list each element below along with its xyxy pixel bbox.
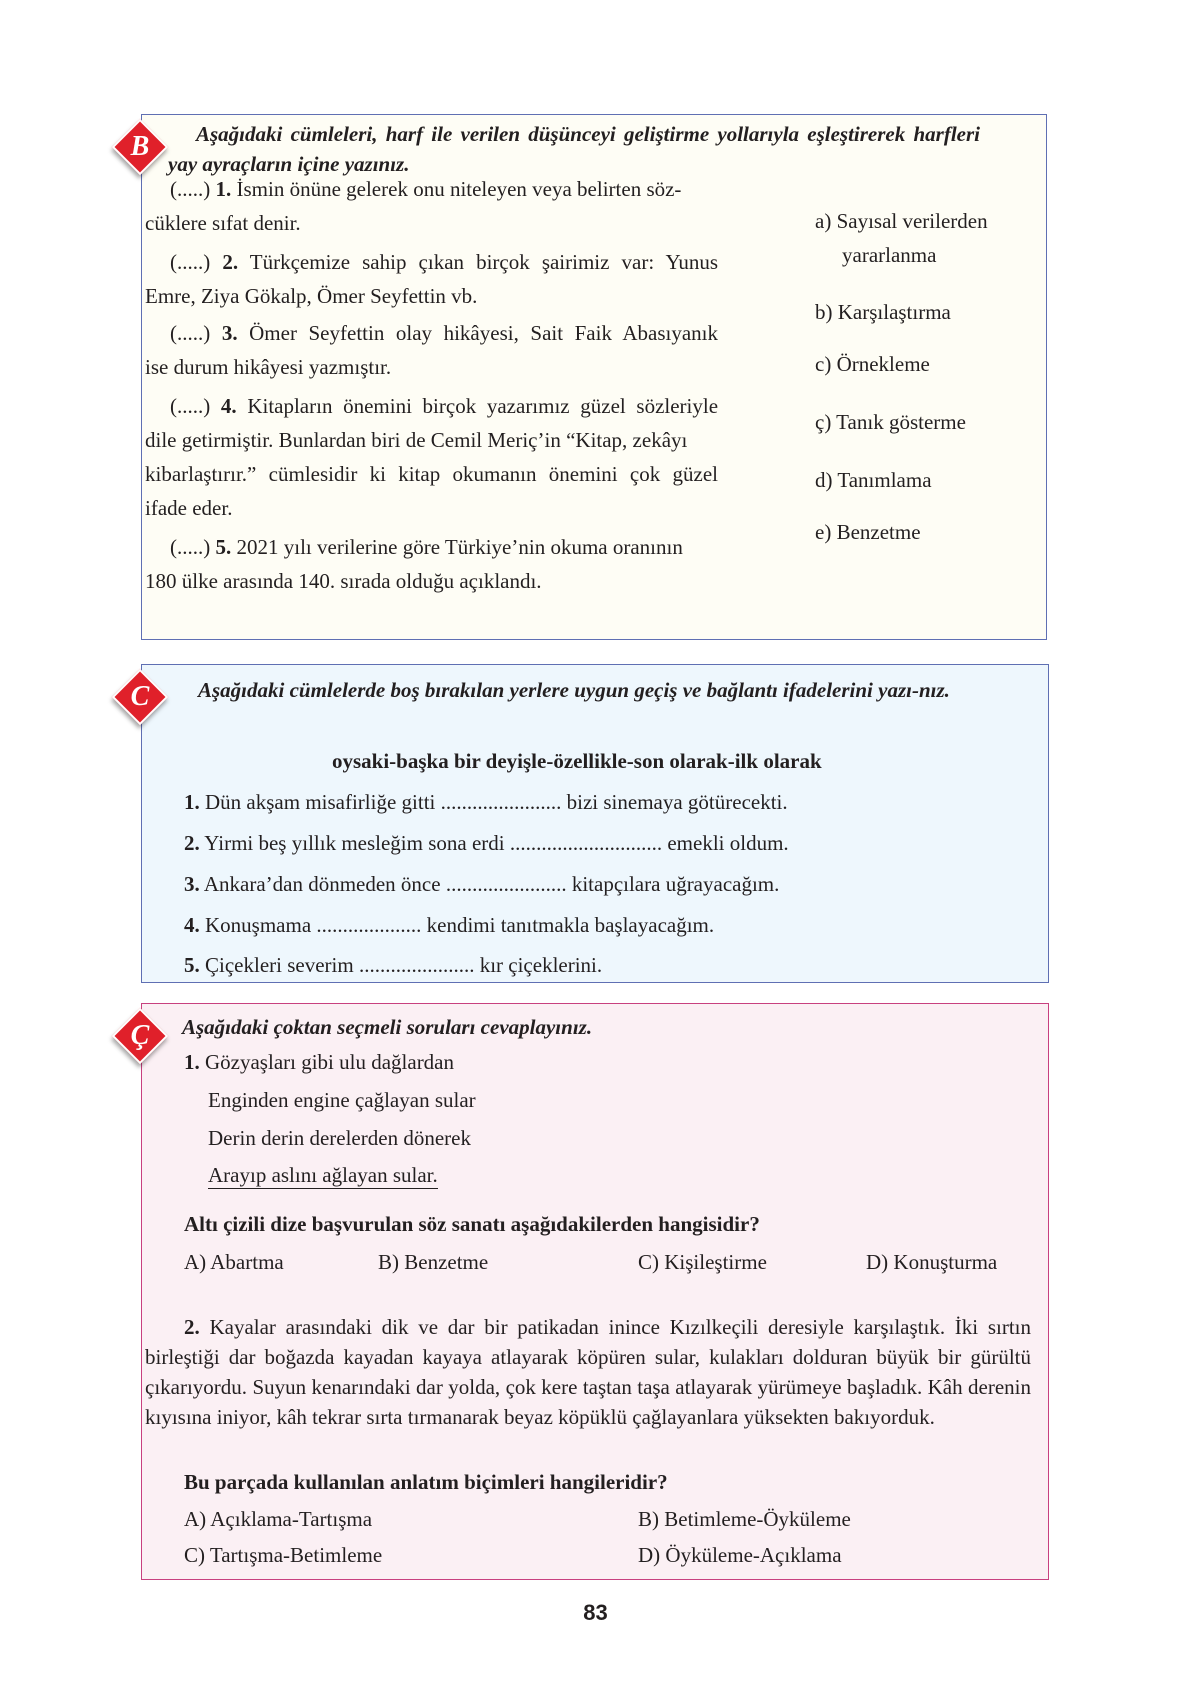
item-number: 5. xyxy=(215,535,232,559)
item-text[interactable]: Ankara’dan dönmeden önce ....................... kitapçılara uğrayacağım. xyxy=(203,872,780,896)
item-number: 4. xyxy=(184,913,200,937)
section-b-box xyxy=(130,114,1047,640)
section-badge-letter: Ç xyxy=(130,1020,150,1051)
poem-line: Derin derin derelerden dönerek xyxy=(208,1126,471,1150)
list-item-c4 xyxy=(184,907,714,943)
list-item-b4-line3: kibarlaştırır.” cümlesidir ki kitap okumanın önemini çok güzel xyxy=(145,462,718,486)
item-number: 1. xyxy=(215,177,232,201)
question-1-prompt: Altı çizili dize başvurulan söz sanatı aşağıdakilerden hangisidir? xyxy=(184,1212,760,1236)
section-c-box xyxy=(130,664,1049,983)
list-item-c3 xyxy=(184,866,779,902)
list-item-b3-line1 xyxy=(170,315,718,351)
q1-option-d[interactable]: D) Konuşturma xyxy=(866,1250,998,1274)
q2-option-d[interactable]: D) Öyküleme-Açıklama xyxy=(638,1543,842,1567)
answer-blank[interactable]: (.....) xyxy=(170,321,211,345)
section-c-instruction: Aşağıdaki cümlelerde boş bırakılan yerlere uygun geçiş ve bağlantı ifadelerini yazı-nız. xyxy=(198,678,950,702)
answer-blank[interactable]: (.....) xyxy=(170,177,211,201)
item-text[interactable]: Dün akşam misafirliğe gitti ....................... bizi sinemaya götürecekti. xyxy=(205,790,788,814)
section-cc-instruction: Aşağıdaki çoktan seçmeli soruları cevaplayınız. xyxy=(182,1015,593,1039)
answer-blank[interactable]: (.....) xyxy=(170,394,211,418)
item-number: 1. xyxy=(184,1050,200,1074)
item-text: İsmin önüne gelerek onu niteleyen veya belirten söz- xyxy=(236,177,682,201)
option-cc: ç) Tanık gösterme xyxy=(815,410,966,434)
q2-option-a[interactable]: A) Açıklama-Tartışma xyxy=(184,1507,373,1531)
item-text: Ömer Seyfettin olay hikâyesi, Sait Faik Abasıyanık xyxy=(249,321,719,345)
question-2-passage xyxy=(145,1312,1031,1432)
list-item-b5-line2: 180 ülke arasında 140. sırada olduğu açıklandı. xyxy=(145,569,542,593)
item-number: 3. xyxy=(184,872,200,896)
option-c: c) Örnekleme xyxy=(815,352,930,376)
q2-option-c[interactable]: C) Tartışma-Betimleme xyxy=(184,1543,383,1567)
option-a-cont: yararlanma xyxy=(842,243,937,267)
poem-line: Enginden engine çağlayan sular xyxy=(208,1088,476,1112)
list-item-b4-line1 xyxy=(170,388,718,424)
list-item-b5-line1 xyxy=(170,529,683,565)
item-number: 2. xyxy=(184,831,200,855)
passage-text: Kayalar arasındaki dik ve dar bir patikadan inince Kızılkeçili deresiyle karşılaştık. İki sırtın birleştiği dar boğazda kayadan kayaya atlayarak köpüren sular, kulakları dolduran büyük bir gürültü çıkarıyordu. Suyun kenarındaki dar yolda, çok kere taştan taşa atlayarak yürümeye başladık. Kâh derenin kıyısına iniyor, kâh tekrar sırta tırmanarak beyaz köpüklü çağlayanlara yüksekten bakıyorduk. xyxy=(145,1315,1031,1429)
list-item-b4-line4: ifade eder. xyxy=(145,496,233,520)
list-item-b1-line2: cüklere sıfat denir. xyxy=(145,211,301,235)
option-d: d) Tanımlama xyxy=(815,468,932,492)
item-number: 2. xyxy=(222,250,239,274)
item-text: Kitapların önemini birçok yazarımız güzel sözleriyle xyxy=(247,394,719,418)
item-number: 3. xyxy=(221,321,238,345)
section-badge-letter: C xyxy=(130,681,150,712)
item-number: 4. xyxy=(220,394,237,418)
q1-option-a[interactable]: A) Abartma xyxy=(184,1250,284,1274)
question-2-prompt: Bu parçada kullanılan anlatım biçimleri hangileridir? xyxy=(184,1470,668,1494)
option-a: a) Sayısal verilerden xyxy=(815,209,988,233)
item-text: Türkçemize sahip çıkan birçok şairimiz var: Yunus xyxy=(249,250,718,274)
page-number: 83 xyxy=(583,1600,608,1625)
answer-blank[interactable]: (.....) xyxy=(170,535,211,559)
list-item-c2 xyxy=(184,825,789,861)
item-number: 1. xyxy=(184,790,200,814)
q2-option-b[interactable]: B) Betimleme-Öyküleme xyxy=(638,1507,851,1531)
item-text[interactable]: Konuşmama .................... kendimi tanıtmakla başlayacağım. xyxy=(205,913,715,937)
list-item-b2-line1 xyxy=(170,244,718,280)
item-text[interactable]: Çiçekleri severim ...................... kır çiçeklerini. xyxy=(205,953,603,977)
poem-line: Gözyaşları gibi ulu dağlardan xyxy=(205,1050,455,1074)
list-item-c1 xyxy=(184,784,788,820)
section-b-instruction: Aşağıdaki cümleleri, harf ile verilen düşünceyi geliştirme yollarıyla eşleştirerek harfleri yay ayraçların içine yazınız. xyxy=(168,122,980,176)
list-item-b2-line2: Emre, Ziya Gökalp, Ömer Seyfettin vb. xyxy=(145,284,478,308)
item-number: 2. xyxy=(184,1315,200,1339)
q1-option-b[interactable]: B) Benzetme xyxy=(378,1250,489,1274)
poem-line-underlined: Arayıp aslını ağlayan sular. xyxy=(208,1163,438,1187)
section-badge-letter: B xyxy=(130,131,150,162)
word-bank: oysaki-başka bir deyişle-özellikle-son olarak-ilk olarak xyxy=(332,749,822,773)
option-b: b) Karşılaştırma xyxy=(815,300,951,324)
item-number: 5. xyxy=(184,953,200,977)
list-item-c5 xyxy=(184,947,602,983)
item-text: 2021 yılı verilerine göre Türkiye’nin okuma oranının xyxy=(236,535,683,559)
list-item-b4-line2: dile getirmiştir. Bunlardan biri de Cemil Meriç’in “Kitap, zekâyı xyxy=(145,428,688,452)
item-text[interactable]: Yirmi beş yıllık mesleğim sona erdi ............................. emekli oldum. xyxy=(204,831,789,855)
section-cc-box xyxy=(130,1003,1049,1580)
q1-option-c[interactable]: C) Kişileştirme xyxy=(638,1250,767,1274)
answer-blank[interactable]: (.....) xyxy=(170,250,211,274)
list-item-b3-line2: ise durum hikâyesi yazmıştır. xyxy=(145,355,392,379)
question-1-line1 xyxy=(184,1044,454,1080)
list-item-b1-line1 xyxy=(170,171,681,207)
option-e: e) Benzetme xyxy=(815,520,921,544)
